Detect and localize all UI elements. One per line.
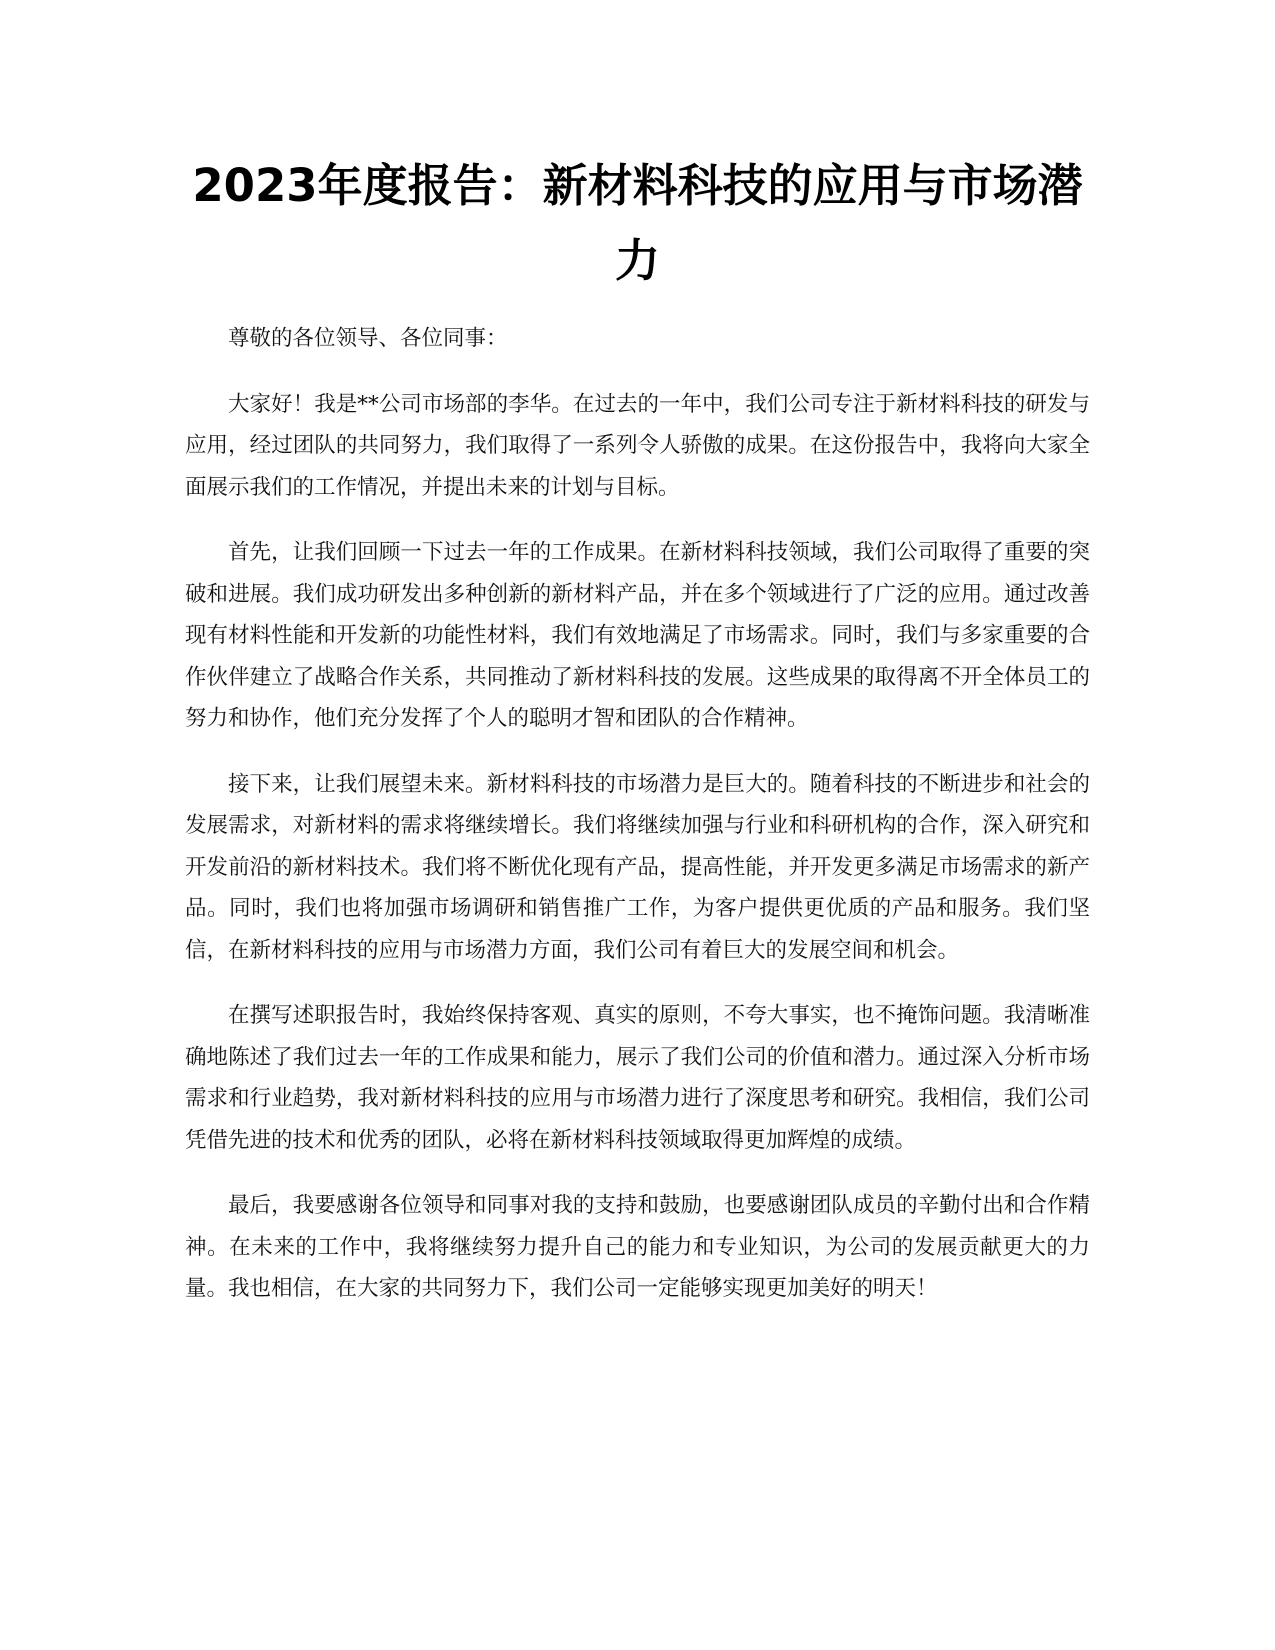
paragraph-intro: 大家好！我是**公司市场部的李华。在过去的一年中，我们公司专注于新材料科技的研发与应用，经过团队的共同努力，我们取得了一系列令人骄傲的成果。在这份报告中，我将向大家全面展示我们的工作情况，并提出未来的计划与目标。 bbox=[185, 391, 1090, 500]
paragraph-thanks: 最后，我要感谢各位领导和同事对我的支持和鼓励，也要感谢团队成员的辛勤付出和合作精神。在未来的工作中，我将继续努力提升自己的能力和专业知识，为公司的发展贡献更大的力量。我也相信，在大家的共同努力下，我们公司一定能够实现更加美好的明天！ bbox=[185, 1193, 1090, 1301]
salutation: 尊敬的各位领导、各位同事： bbox=[228, 326, 508, 351]
document-title: 2023年度报告：新材料科技的应用与市场潜力 bbox=[192, 159, 1083, 287]
paragraph-principles: 在撰写述职报告时，我始终保持客观、真实的原则，不夸大事实，也不掩饰问题。我清晰准确地陈述了我们过去一年的工作成果和能力，展示了我们公司的价值和潜力。通过深入分析市场需求和行业趋势，我对新材料科技的应用与市场潜力进行了深度思考和研究。我相信，我们公司凭借先进的技术和优秀的团队，必将在新材料科技领域取得更加辉煌的成绩。 bbox=[185, 1003, 1090, 1153]
document-body bbox=[185, 318, 1090, 1334]
paragraph-outlook: 接下来，让我们展望未来。新材料科技的市场潜力是巨大的。随着科技的不断进步和社会的发展需求，对新材料的需求将继续增长。我们将继续加强与行业和科研机构的合作，深入研究和开发前沿的新材料技术。我们将不断优化现有产品，提高性能，并开发更多满足市场需求的新产品。同时，我们也将加强市场调研和销售推广工作，为客户提供更优质的产品和服务。我们坚信，在新材料科技的应用与市场潜力方面，我们公司有着巨大的发展空间和机会。 bbox=[185, 771, 1090, 963]
paragraph-achievements: 首先，让我们回顾一下过去一年的工作成果。在新材料科技领域，我们公司取得了重要的突破和进展。我们成功研发出多种创新的新材料产品，并在多个领域进行了广泛的应用。通过改善现有材料性能和开发新的功能性材料，我们有效地满足了市场需求。同时，我们与多家重要的合作伙伴建立了战略合作关系，共同推动了新材料科技的发展。这些成果的取得离不开全体员工的努力和协作，他们充分发挥了个人的聪明才智和团队的合作精神。 bbox=[185, 540, 1090, 731]
